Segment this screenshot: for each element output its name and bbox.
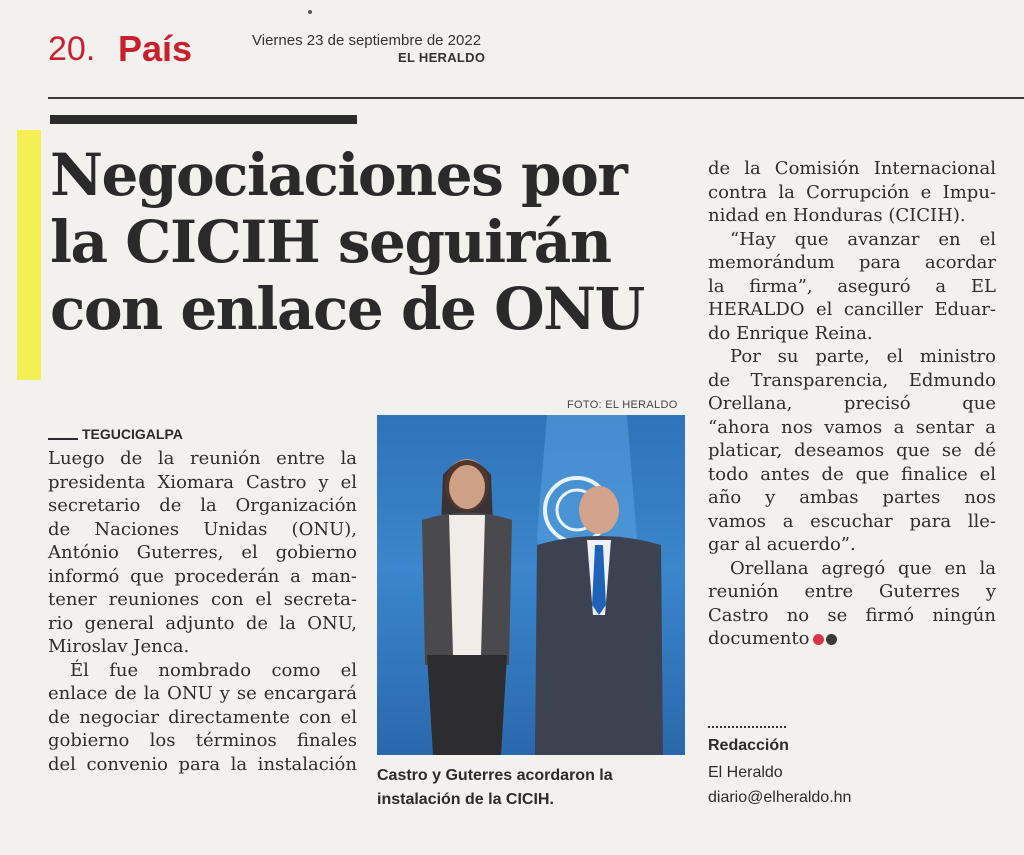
marker-highlight xyxy=(17,130,41,380)
signoff-divider xyxy=(708,726,786,728)
text-line: año y ambas partes nos xyxy=(708,487,996,508)
dateline: TEGUCIGALPA xyxy=(82,426,183,442)
text-line: del convenio para la instalación xyxy=(48,753,357,775)
text-line: Orellana, precisó que xyxy=(708,393,996,414)
text-line: Orellana agregó que en la xyxy=(730,557,996,579)
issue-date: Viernes 23 de septiembre de 2022 xyxy=(252,32,482,49)
text-line: Luego de la reunión entre la xyxy=(48,448,357,469)
text-line: nidad en Honduras (CICIH). xyxy=(708,205,966,226)
caption-line: instalación de la CICIH. xyxy=(377,791,554,808)
newspaper-name: EL HERALDO xyxy=(398,50,486,65)
text-line: HERALDO el canciller Eduar- xyxy=(708,299,996,320)
text-line: de negociar directamente con el xyxy=(48,706,357,728)
text-line: Castro no se firmó ningún xyxy=(708,604,996,626)
headline-bar xyxy=(50,115,357,124)
text-line: memorándum para acordar xyxy=(708,252,996,273)
text-line: enlace de la ONU y se encargará xyxy=(48,683,357,704)
header-divider xyxy=(48,97,1024,99)
page-mark-dot xyxy=(308,10,312,14)
article-column-2 xyxy=(708,157,996,651)
end-dot-red xyxy=(813,634,824,645)
text-line: gobierno los términos finales xyxy=(48,730,357,751)
text-line: la firma”, aseguró a EL xyxy=(708,275,996,297)
end-mark-icon xyxy=(813,627,839,651)
text-line: contra la Corrupción e Impu- xyxy=(708,181,996,203)
dateline-rule xyxy=(48,438,78,440)
text-line: do Enrique Reina. xyxy=(708,322,873,344)
text-line: de Transparencia, Edmundo xyxy=(708,369,996,391)
article-column-1 xyxy=(48,447,357,776)
text-line: platicar, deseamos que se dé xyxy=(708,440,996,461)
source-name: El Heraldo xyxy=(708,764,783,781)
text-line: secretario de la Organización xyxy=(48,495,357,516)
photo-credit: FOTO: EL HERALDO xyxy=(567,399,678,411)
text-line: Él fue nombrado como el xyxy=(70,659,357,681)
text-line: vamos a escuchar para lle- xyxy=(708,510,996,532)
photo-caption xyxy=(377,764,697,812)
text-line: António Guterres, el gobierno xyxy=(48,542,357,563)
text-line: todo antes de que finalice el xyxy=(708,463,996,485)
headline-line: con enlace de ONU xyxy=(50,275,644,343)
article-photo xyxy=(377,415,685,755)
person-guterres-head xyxy=(579,486,619,534)
text-line: documento xyxy=(708,628,810,649)
text-line: rio general adjunto de la ONU, xyxy=(48,612,357,634)
end-dot-dark xyxy=(826,634,837,645)
headline-line: Negociaciones por xyxy=(50,141,627,209)
text-line: “Hay que avanzar en el xyxy=(730,228,996,250)
text-line: “ahora nos vamos a sentar a xyxy=(708,416,996,438)
text-line-final xyxy=(708,627,996,651)
contact-email: diario@elheraldo.hn xyxy=(708,789,852,806)
text-line: reunión entre Guterres y xyxy=(708,581,996,602)
text-line: informó que procederán a man- xyxy=(48,565,357,587)
text-line: Por su parte, el ministro xyxy=(730,346,996,367)
text-line: gar al acuerdo”. xyxy=(708,534,856,555)
text-line: Miroslav Jenca. xyxy=(48,636,190,657)
text-line: tener reuniones con el secreta- xyxy=(48,589,357,610)
photo-illustration xyxy=(377,415,685,755)
text-line: de la Comisión Internacional xyxy=(708,158,996,179)
headline-line: la CICIH seguirán xyxy=(50,208,611,276)
text-line: presidenta Xiomara Castro y el xyxy=(48,471,357,493)
text-line: de Naciones Unidas (ONU), xyxy=(48,518,357,540)
byline: Redacción xyxy=(708,737,789,754)
page-number: 20. xyxy=(48,30,96,68)
caption-line: Castro y Guterres acordaron la xyxy=(377,767,613,784)
section-name: País xyxy=(118,28,193,69)
headline xyxy=(50,142,690,343)
